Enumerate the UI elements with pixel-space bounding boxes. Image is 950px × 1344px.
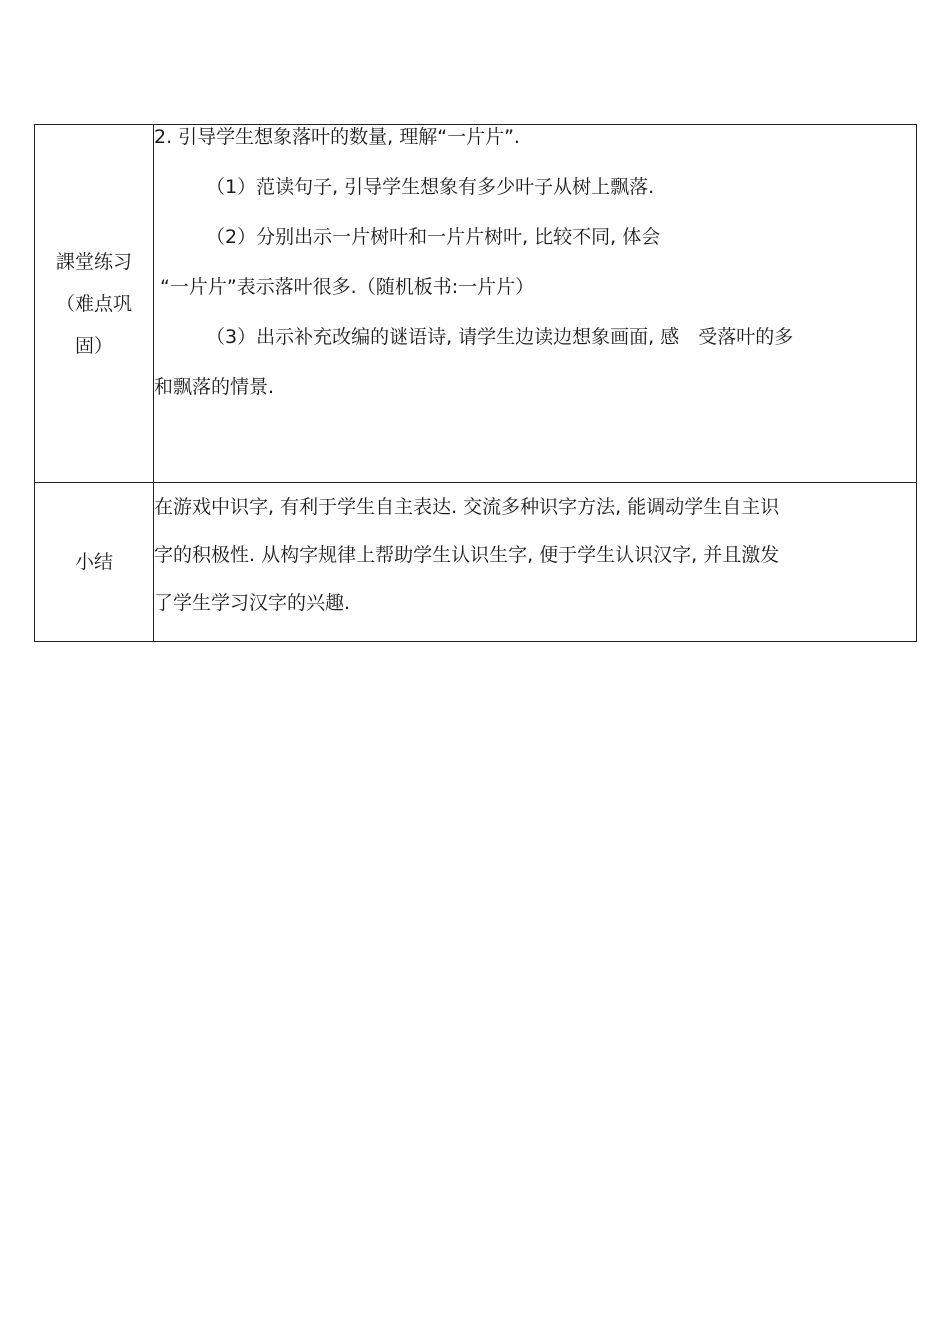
practice-paragraph-4-line-2: 和飘落的情景. xyxy=(154,376,275,398)
practice-paragraph-3-line-2: “一片片”表示落叶很多.（随机板书:一片片） xyxy=(160,276,535,298)
practice-paragraph-3-line-1: （2）分别出示一片树叶和一片片树叶, 比较不同, 体会 xyxy=(206,226,661,248)
summary-line-2: 字的积极性. 从构字规律上帮助学生认识生字, 便于学生认识汉字, 并且激发 xyxy=(154,544,780,566)
practice-label-line-2: （难点巩 xyxy=(55,292,132,315)
summary-line-3: 了学生学习汉字的兴趣. xyxy=(154,592,351,614)
practice-label-line-3: 固） xyxy=(74,334,113,357)
practice-paragraph-1: 2. 引导学生想象落叶的数量, 理解“一片片”. xyxy=(154,126,520,148)
practice-label-cell xyxy=(35,125,154,483)
practice-label-line-1: 課堂练习 xyxy=(55,250,132,273)
lesson-plan-table xyxy=(34,124,917,642)
practice-paragraph-2: （1）范读句子, 引导学生想象有多少叶子从树上飘落. xyxy=(206,176,655,198)
practice-paragraph-4-line-1: （3）出示补充改编的谜语诗, 请学生边读边想象画面, 感 受落叶的多 xyxy=(206,326,794,348)
summary-label-cell xyxy=(35,483,154,642)
summary-line-1: 在游戏中识字, 有利于学生自主表达. 交流多种识字方法, 能调动学生自主识 xyxy=(154,496,780,518)
summary-label: 小结 xyxy=(74,551,113,573)
summary-content-cell xyxy=(154,483,917,642)
practice-row xyxy=(35,125,917,483)
summary-row xyxy=(35,483,917,642)
practice-content-cell xyxy=(154,125,917,483)
